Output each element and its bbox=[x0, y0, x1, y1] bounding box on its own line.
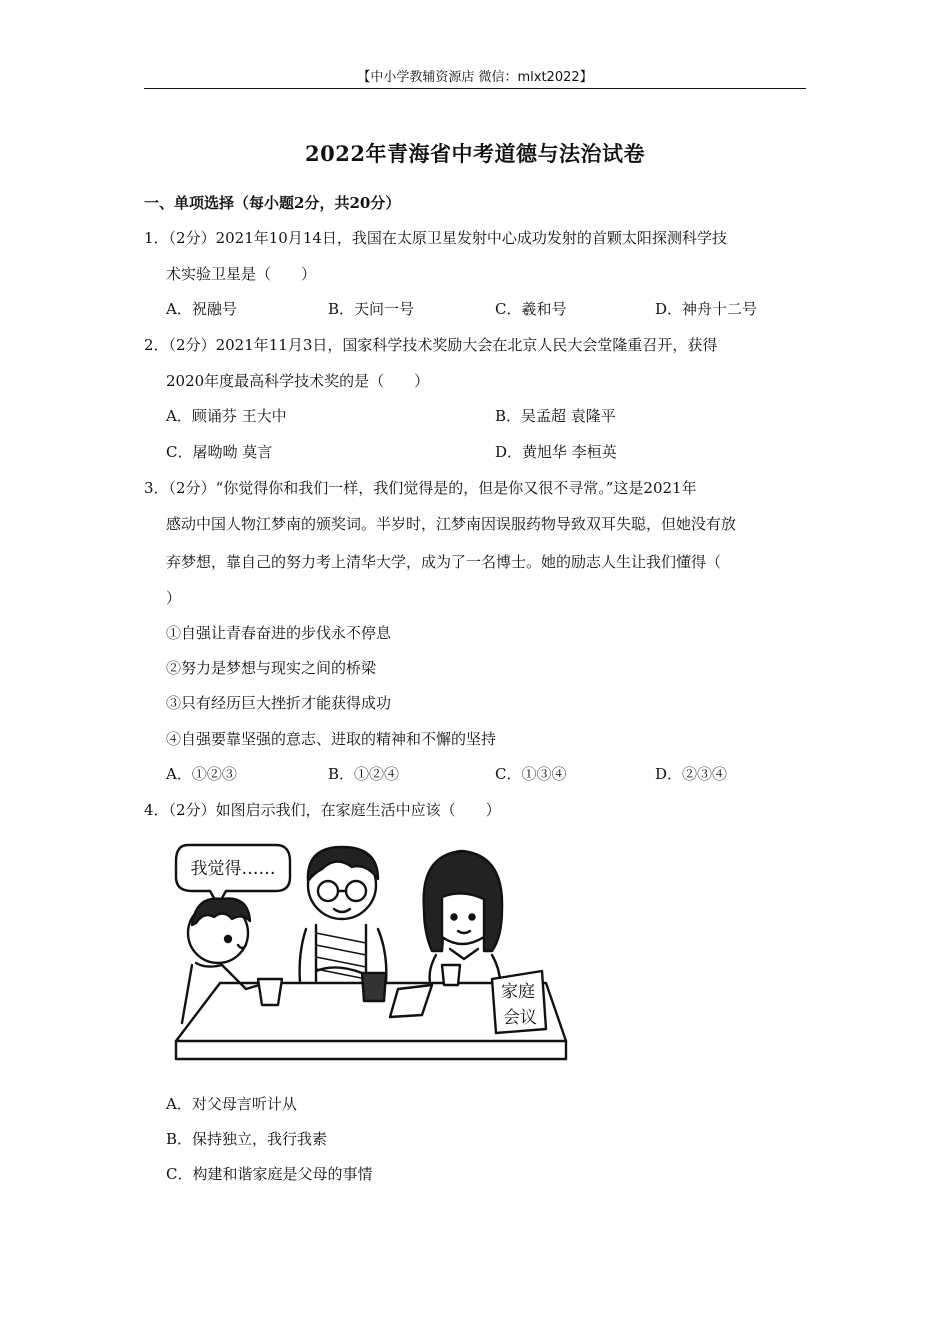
question-3-option-d: D．②③④ bbox=[655, 765, 728, 783]
question-2-option-c: C．屠呦呦 莫言 bbox=[166, 443, 273, 461]
sign-text-1: 家庭 bbox=[501, 982, 535, 1002]
section-heading: 一、单项选择（每小题2分，共20分） bbox=[144, 194, 401, 212]
question-3-stem-cont-3: ） bbox=[166, 589, 182, 607]
question-3-statement-4: ④自强要靠坚强的意志、进取的精神和不懈的坚持 bbox=[166, 730, 497, 748]
question-1-option-b: B．天问一号 bbox=[328, 300, 415, 318]
question-1-stem-cont: 术实验卫星是（ ） bbox=[166, 265, 317, 283]
question-3-stem: 3．（2分）“你觉得你和我们一样，我们觉得是的，但是你又很不寻常。”这是2021年 bbox=[144, 479, 697, 497]
question-1-stem: 1．（2分）2021年10月14日，我国在太原卫星发射中心成功发射的首颗太阳探测科学技 bbox=[144, 229, 727, 247]
question-1-option-d: D．神舟十二号 bbox=[655, 300, 758, 318]
exam-title: 2022年青海省中考道德与法治试卷 bbox=[305, 141, 645, 166]
question-3-statement-2: ②努力是梦想与现实之间的桥梁 bbox=[166, 659, 377, 677]
question-2-option-d: D．黄旭华 李桓英 bbox=[495, 443, 617, 461]
sign-text-2: 会议 bbox=[503, 1008, 537, 1028]
question-3-stem-cont-2: 弃梦想，靠自己的努力考上清华大学，成为了一名博士。她的励志人生让我们懂得（ bbox=[166, 553, 722, 571]
question-4-stem: 4．（2分）如图启示我们，在家庭生活中应该（ ） bbox=[144, 801, 501, 819]
question-4-option-b: B．保持独立，我行我素 bbox=[166, 1130, 328, 1148]
page-header: 【中小学教辅资源店 微信：mlxt2022】 bbox=[357, 70, 593, 85]
question-1-option-c: C．羲和号 bbox=[495, 300, 567, 318]
speech-text: 我觉得…… bbox=[190, 859, 276, 879]
question-3-stem-cont-1: 感动中国人物江梦南的颁奖词。半岁时，江梦南因误服药物导致双耳失聪，但她没有放 bbox=[166, 515, 737, 533]
question-2-option-b: B．吴孟超 袁隆平 bbox=[495, 407, 616, 425]
question-2-stem: 2．（2分）2021年11月3日，国家科学技术奖励大会在北京人民大会堂隆重召开，获得 bbox=[144, 336, 718, 354]
question-3-option-a: A．①②③ bbox=[166, 765, 237, 783]
left-cup bbox=[258, 979, 282, 1005]
family-meeting-illustration bbox=[166, 833, 570, 1065]
question-3-statement-1: ①自强让青春奋进的步伐永不停息 bbox=[166, 624, 392, 642]
question-3-option-c: C．①③④ bbox=[495, 765, 567, 783]
middle-cup bbox=[362, 973, 386, 1001]
question-1-option-a: A．祝融号 bbox=[166, 300, 237, 318]
question-2-stem-cont: 2020年度最高科学技术奖的是（ ） bbox=[166, 372, 430, 390]
right-cup bbox=[442, 965, 460, 985]
question-3-option-b: B．①②④ bbox=[328, 765, 400, 783]
question-3-statement-3: ③只有经历巨大挫折才能获得成功 bbox=[166, 694, 392, 712]
header-rule bbox=[144, 88, 806, 89]
question-2-option-a: A．顾诵芬 王大中 bbox=[166, 407, 287, 425]
question-4-option-a: A．对父母言听计从 bbox=[166, 1095, 297, 1113]
question-4-option-c: C．构建和谐家庭是父母的事情 bbox=[166, 1165, 373, 1183]
